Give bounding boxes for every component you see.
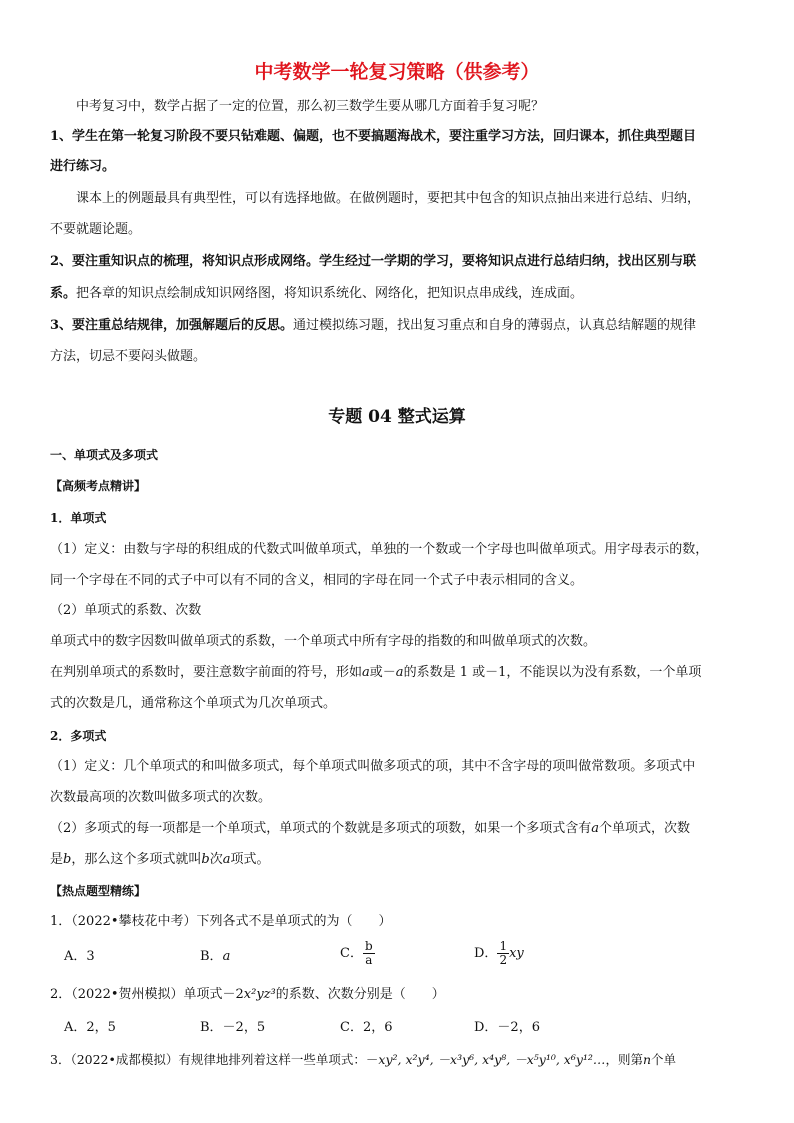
question-2-option-c: C．2，6 — [340, 1020, 393, 1035]
question-2-option-d: D．－2，6 — [474, 1020, 540, 1035]
option-c-numerator: b — [364, 939, 373, 953]
monomial-definition-line-1: （1）定义：由数与字母的积组成的代数式叫做单项式，单独的一个数或一个字母也叫做单项式。用字母表示的数， — [50, 542, 709, 557]
option-b-label: B． — [200, 949, 223, 964]
monomial-note-text-2: 或－ — [369, 665, 396, 680]
polynomial-terms-text-1: （2）多项式的每一项都是一个单项式，单项式的个数就是多项式的项数，如果一个多项式含有 — [50, 821, 592, 836]
polynomial-terms-text-5: 次 — [209, 852, 223, 867]
var-a-3: a — [591, 821, 600, 836]
intro-paragraph-3-line-1: 课本上的例题最具有典型性，可以有选择地做。在做例题时，要把其中包含的知识点抽出来进行总结、归纳， — [76, 191, 701, 206]
option-b-var: a — [222, 949, 231, 964]
monomial-sign-note-line-2: 式的次数是几，通常称这个单项式为几次单项式。 — [50, 696, 337, 711]
option-d-var: xy — [509, 946, 524, 961]
section-heading-3: 【热点题型精练】 — [50, 884, 147, 898]
section-heading-2: 【高频考点精讲】 — [50, 479, 147, 493]
intro-point-2-line-2 — [50, 284, 583, 304]
question-1-option-c — [340, 940, 375, 967]
question-3-var-n: n — [642, 1052, 652, 1067]
polynomial-terms-line-2 — [50, 850, 269, 870]
option-d-numerator: 1 — [499, 939, 508, 953]
intro-point-2-line-1: 2、要注重知识点的梳理，将知识点形成网络。学生经过一学期的学习，要将知识点进行总结归纳，找出区别与联 — [50, 254, 697, 269]
polynomial-definition-line-2: 次数最高项的次数叫做多项式的次数。 — [50, 790, 272, 805]
question-1-option-a: A．3 — [64, 949, 95, 964]
monomial-note-text-1: 在判别单项式的系数时，要注意数字前面的符号，形如 — [50, 665, 363, 680]
var-a-4: a — [222, 852, 231, 867]
subsection-monomial-title: 1．单项式 — [50, 511, 107, 525]
question-2-expression: x²yz³ — [243, 987, 276, 1002]
monomial-coefficient-line: 单项式中的数字因数叫做单项式的系数，一个单项式中所有字母的指数的和叫做单项式的次数。 — [50, 634, 597, 649]
question-2-stem — [50, 985, 445, 1005]
monomial-note-text-3: 的系数是 1 或－1，不能误以为没有系数，一个单项 — [403, 665, 702, 680]
section-heading-1: 一、单项式及多项式 — [50, 448, 159, 462]
option-c-fraction — [363, 940, 375, 967]
question-2-option-a: A．2，5 — [64, 1020, 116, 1035]
question-3-stem-pre: 3．（2022•成都模拟）有规律地排列着这样一些单项式：－ — [50, 1052, 379, 1067]
intro-point-3-line-2: 方法，切忌不要闷头做题。 — [50, 349, 207, 364]
option-c-denominator: a — [365, 953, 373, 967]
polynomial-terms-line-1 — [50, 819, 690, 839]
intro-paragraph-1: 中考复习中，数学占据了一定的位置，那么初三数学生要从哪几方面着手复习呢？ — [76, 99, 545, 114]
intro-point-3-line-1 — [50, 316, 696, 336]
intro-point-1-line-1: 1、学生在第一轮复习阶段不要只钻难题、偏题，也不要搞题海战术，要注重学习方法，回归课本，抓住典型题目 — [50, 129, 697, 144]
monomial-sign-note-line-1 — [50, 663, 701, 683]
question-2-option-b: B．－2，5 — [200, 1020, 266, 1035]
var-a-2: a — [395, 665, 404, 680]
intro-point-2-bold: 系。 — [50, 286, 77, 301]
question-3-stem-post: ，则第 — [605, 1052, 643, 1067]
question-1-option-d — [474, 940, 524, 967]
question-1-option-b — [200, 947, 230, 967]
section-title: 专题 04 整式运算 — [328, 407, 466, 427]
question-2-stem-post: 的系数、次数分别是（ ） — [275, 987, 445, 1002]
question-3-stem — [50, 1050, 676, 1070]
question-1-stem: 1．（2022•攀枝花中考）下列各式不是单项式的为（ ） — [50, 914, 392, 929]
polynomial-terms-text-3: 是 — [50, 852, 64, 867]
intro-paragraph-3-line-2: 不要就题论题。 — [50, 222, 142, 237]
monomial-definition-line-2: 同一个字母在不同的式子中可以有不同的含义，相同的字母在同一个式子中表示相同的含义。 — [50, 573, 584, 588]
polynomial-terms-text-2: 个单项式，次数 — [599, 821, 691, 836]
option-c-label: C． — [340, 946, 363, 961]
question-2-stem-pre: 2．（2022•贺州模拟）单项式－2 — [50, 987, 244, 1002]
monomial-subheading-2: （2）单项式的系数、次数 — [50, 603, 202, 618]
question-3-stem-end: 个单 — [651, 1052, 677, 1067]
page-title: 中考数学一轮复习策略（供参考） — [254, 61, 540, 83]
subsection-polynomial-title: 2．多项式 — [50, 729, 107, 743]
option-d-fraction — [497, 940, 509, 967]
polynomial-definition-line-1: （1）定义：几个单项式的和叫做多项式，每个单项式叫做多项式的项，其中不含字母的项叫做常数项。多项式中 — [50, 759, 696, 774]
var-a-1: a — [362, 665, 370, 680]
var-b-2: b — [201, 852, 210, 867]
option-d-denominator: 2 — [499, 953, 508, 967]
polynomial-terms-text-4: ，那么这个多项式就叫 — [71, 852, 202, 867]
var-b-1: b — [63, 852, 72, 867]
polynomial-terms-text-6: 项式。 — [230, 852, 270, 867]
intro-point-3-bold: 3、要注重总结规律，加强解题后的反思。 — [50, 318, 294, 333]
intro-point-1-line-2: 进行练习。 — [50, 159, 116, 174]
question-3-sequence: xy², x²y⁴, －x³y⁶, x⁴y⁸, －x⁵y¹⁰, x⁶y¹²… — [378, 1052, 606, 1067]
intro-point-2-rest: 把各章的知识点绘制成知识网络图，将知识系统化、网络化，把知识点串成线，连成面。 — [76, 286, 584, 301]
option-d-label: D． — [474, 946, 498, 961]
intro-point-3-rest: 通过模拟练习题，找出复习重点和自身的薄弱点，认真总结解题的规律 — [293, 318, 697, 333]
